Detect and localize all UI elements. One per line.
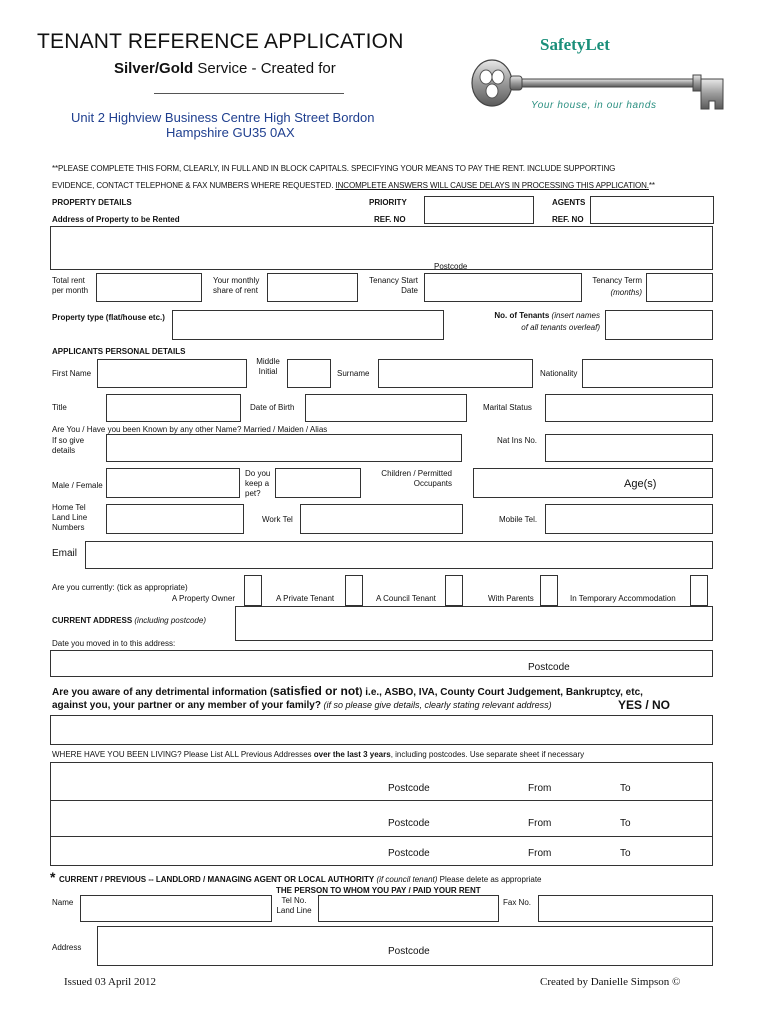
history-row3-from: From: [528, 848, 552, 859]
history-divider-2: [50, 836, 713, 837]
nat-ins-label: Nat Ins No.: [497, 436, 538, 445]
dob-label: Date of Birth: [250, 403, 295, 412]
status-option-private: A Private Tenant: [276, 594, 335, 603]
male-female-field[interactable]: [106, 468, 240, 498]
landlord-note: (if council tenant): [376, 875, 438, 884]
tenancy-term-unit: (months): [610, 288, 642, 297]
current-address-note: (including postcode): [134, 616, 206, 625]
office-address-line1: Unit 2 Highview Business Centre High Street Bordon: [71, 110, 375, 125]
surname-field[interactable]: [378, 359, 533, 388]
detrimental-q2b: (if so please give details, clearly stating relevant address): [320, 700, 552, 710]
instructions-line2-text: EVIDENCE, CONTACT TELEPHONE & FAX NUMBERS WHERE REQUESTED.: [52, 181, 336, 190]
detrimental-q1a: Are you aware of any detrimental information (: [52, 687, 274, 698]
if-so-label: If so give details: [52, 436, 85, 455]
owner-checkbox[interactable]: [244, 575, 262, 606]
brand-tagline: Your house, in our hands: [531, 100, 657, 111]
form-title: TENANT REFERENCE APPLICATION: [37, 30, 404, 53]
landlord-note2: Please delete as appropriate: [439, 875, 542, 884]
detrimental-q2a: against you, your partner or any member of your family?: [52, 700, 321, 711]
landlord-asterisk: *: [50, 869, 56, 885]
history-row2-to: To: [620, 818, 631, 829]
private-tenant-checkbox[interactable]: [345, 575, 363, 606]
title-field[interactable]: [106, 394, 241, 422]
history-q-a: WHERE HAVE YOU BEEN LIVING? Please List ALL Previous Addresses: [52, 750, 314, 759]
email-label: Email: [52, 548, 78, 559]
num-tenants-label-text: No. of Tenants: [494, 311, 550, 320]
marital-status-label: Marital Status: [483, 403, 532, 412]
property-type-label: Property type (flat/house etc.): [52, 313, 165, 322]
detrimental-question-line2: [52, 700, 552, 711]
council-tenant-checkbox[interactable]: [445, 575, 463, 606]
property-details-heading: PROPERTY DETAILS: [52, 198, 132, 207]
total-rent-field[interactable]: [96, 273, 202, 302]
first-name-field[interactable]: [97, 359, 247, 388]
tenancy-start-label: Tenancy Start Date: [369, 276, 418, 295]
male-female-label: Male / Female: [52, 481, 103, 490]
surname-label: Surname: [337, 369, 370, 378]
status-option-owner: A Property Owner: [171, 594, 235, 603]
service-line: [114, 60, 336, 77]
num-tenants-label: [450, 311, 600, 321]
landlord-fax-label: Fax No.: [503, 898, 532, 907]
home-tel-field[interactable]: [106, 504, 244, 534]
temporary-accommodation-checkbox[interactable]: [690, 575, 708, 606]
history-row1-postcode: Postcode: [388, 783, 430, 794]
tenancy-term-field[interactable]: [646, 273, 713, 302]
landlord-heading: CURRENT / PREVIOUS -- LANDLORD / MANAGING AGENT OR LOCAL AUTHORITY: [59, 875, 375, 884]
status-option-temporary: In Temporary Accommodation: [570, 594, 676, 603]
agents-ref-field[interactable]: [590, 196, 714, 224]
status-option-council: A Council Tenant: [376, 594, 436, 603]
status-question: Are you currently: (tick as appropriate): [52, 583, 188, 592]
first-name-label: First Name: [52, 369, 92, 378]
tenancy-start-field[interactable]: [424, 273, 582, 302]
detrimental-question-line1: [52, 684, 643, 698]
detrimental-q1c: ) i.e., ASBO, IVA, County Court Judgement, Bankruptcy, etc,: [359, 687, 643, 698]
property-type-field[interactable]: [172, 310, 444, 340]
landlord-fax-field[interactable]: [538, 895, 713, 922]
landlord-heading-line: [59, 875, 542, 885]
pet-field[interactable]: [275, 468, 361, 498]
work-tel-field[interactable]: [300, 504, 463, 534]
detrimental-yes-no[interactable]: YES / NO: [618, 698, 671, 712]
history-row3-to: To: [620, 848, 631, 859]
dob-field[interactable]: [305, 394, 467, 422]
with-parents-checkbox[interactable]: [540, 575, 558, 606]
office-address-line2: Hampshire GU35 0AX: [166, 125, 295, 140]
service-tier: Silver/Gold: [114, 60, 194, 77]
priority-ref-field[interactable]: [424, 196, 534, 224]
history-row1-from: From: [528, 783, 552, 794]
known-by-question: Are You / Have you been Known by any other Name? Married / Maiden / Alias: [52, 425, 328, 434]
created-by: Created by Danielle Simpson ©: [540, 976, 681, 988]
current-postcode-label: Postcode: [528, 662, 570, 673]
current-address-heading: CURRENT ADDRESS: [52, 616, 133, 625]
history-addresses-field[interactable]: [50, 762, 713, 866]
landlord-postcode-label: Postcode: [388, 946, 430, 957]
landlord-tel-field[interactable]: [318, 895, 499, 922]
history-row1-to: To: [620, 783, 631, 794]
work-tel-label: Work Tel: [262, 515, 293, 524]
marital-status-field[interactable]: [545, 394, 713, 422]
history-q-b: over the last 3 years: [313, 750, 391, 759]
landlord-name-label: Name: [52, 898, 74, 907]
history-question: [52, 750, 584, 760]
children-field[interactable]: [473, 468, 713, 498]
instructions-warning: INCOMPLETE ANSWERS WILL CAUSE DELAYS IN PROCESSING THIS APPLICATION.: [335, 181, 649, 190]
landlord-subheading: THE PERSON TO WHOM YOU PAY / PAID YOUR RENT: [276, 886, 481, 895]
num-tenants-note2: of all tenants overleaf): [521, 323, 600, 332]
detrimental-q1b: satisfied or not: [273, 684, 360, 698]
service-created-for: Service - Created for: [197, 60, 336, 77]
instructions-end: **: [648, 181, 655, 190]
brand-logo-text: SafetyLet: [540, 35, 610, 54]
mobile-label: Mobile Tel.: [499, 515, 538, 524]
history-row3-postcode: Postcode: [388, 848, 430, 859]
history-q-c: , including postcodes. Use separate sheet if necessary: [390, 750, 585, 759]
issued-date: Issued 03 April 2012: [64, 976, 156, 988]
title-label: Title: [52, 403, 67, 412]
history-divider-1: [50, 800, 713, 801]
mobile-field[interactable]: [545, 504, 713, 534]
landlord-tel-label: Tel No. Land Line: [276, 896, 312, 915]
agents-label: AGENTS: [552, 198, 586, 207]
priority-ref-label: REF. NO: [374, 215, 406, 224]
num-tenants-field[interactable]: [605, 310, 713, 340]
landlord-address-label: Address: [52, 943, 82, 952]
children-label: Children / Permitted Occupants: [381, 469, 452, 488]
priority-label: PRIORITY: [369, 198, 407, 207]
home-tel-label: Home Tel Land Line Numbers: [52, 503, 88, 532]
email-field[interactable]: [85, 541, 713, 569]
landlord-name-field[interactable]: [80, 895, 272, 922]
nationality-label: Nationality: [540, 369, 578, 378]
moved-in-label: Date you moved in to this address:: [52, 639, 176, 648]
monthly-share-label: Your monthly share of rent: [213, 276, 260, 295]
other-names-field[interactable]: [106, 434, 462, 462]
middle-initial-label: Middle Initial: [256, 357, 280, 376]
property-address-field[interactable]: [50, 226, 713, 270]
pet-label: Do you keep a pet?: [245, 469, 271, 498]
current-address-field[interactable]: [235, 606, 713, 641]
instructions-line2: [52, 181, 655, 191]
num-tenants-note1: (insert names: [551, 311, 600, 320]
instructions-line1: **PLEASE COMPLETE THIS FORM, CLEARLY, IN FULL AND IN BLOCK CAPITALS. SPECIFYING YOUR MEANS TO PAY THE RENT. INCLUDE SUPPORTING: [52, 164, 616, 173]
created-for-underline: [154, 93, 344, 94]
nationality-field[interactable]: [582, 359, 713, 388]
middle-initial-field[interactable]: [287, 359, 331, 388]
total-rent-label: Total rent per month: [52, 276, 89, 295]
history-row2-postcode: Postcode: [388, 818, 430, 829]
current-address-label: [52, 616, 206, 626]
current-address-continued-field[interactable]: [50, 650, 713, 677]
detrimental-details-field[interactable]: [50, 715, 713, 745]
property-address-label: Address of Property to be Rented: [52, 215, 180, 224]
personal-details-heading: APPLICANTS PERSONAL DETAILS: [52, 347, 186, 356]
status-option-parents: With Parents: [488, 594, 534, 603]
agents-ref-label: REF. NO: [552, 215, 584, 224]
age-label: Age(s): [624, 478, 657, 490]
nat-ins-field[interactable]: [545, 434, 713, 462]
property-postcode-label: Postcode: [434, 262, 468, 271]
history-row2-from: From: [528, 818, 552, 829]
tenancy-term-label: Tenancy Term: [592, 276, 642, 285]
